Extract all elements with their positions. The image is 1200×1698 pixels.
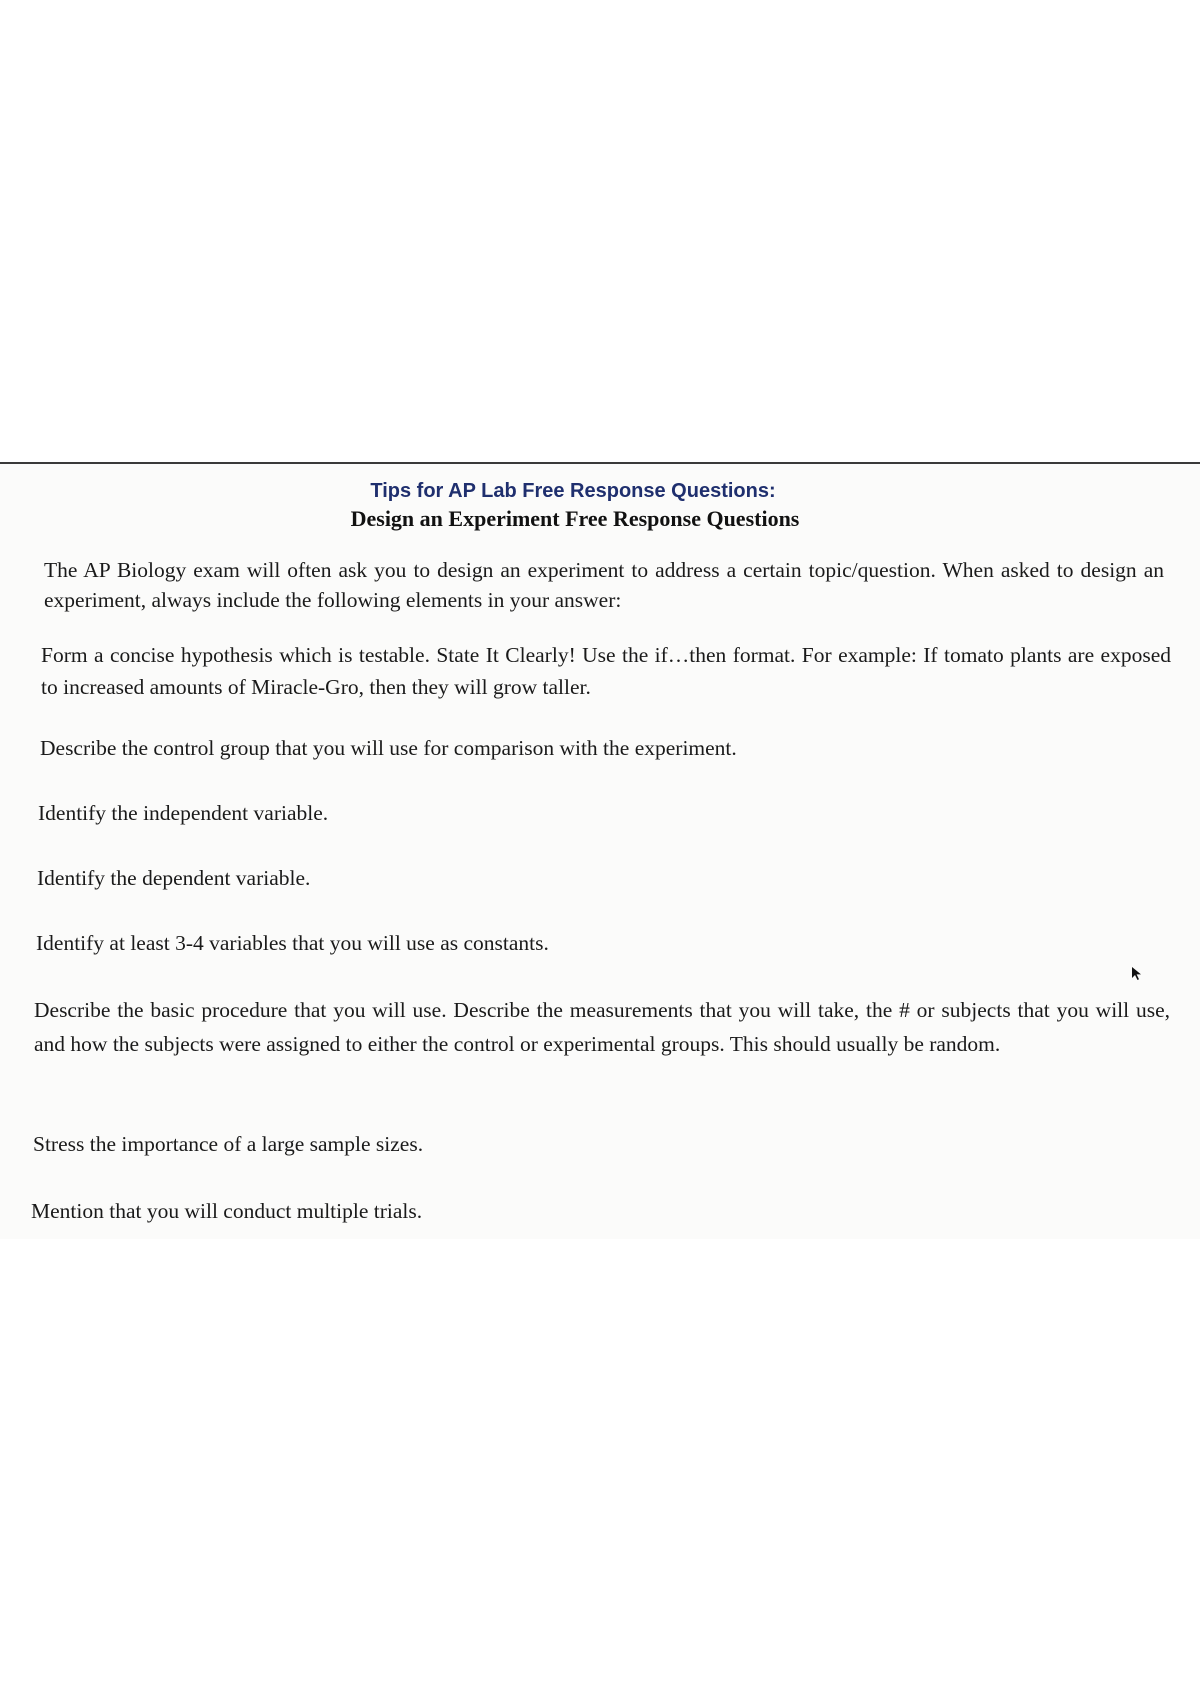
constants-paragraph: Identify at least 3-4 variables that you will use as constants. <box>36 931 549 955</box>
independent-variable-paragraph: Identify the independent variable. <box>38 801 329 825</box>
heading-design-title: Design an Experiment Free Response Questions <box>350 506 800 531</box>
mouse-cursor-icon <box>1130 966 1144 982</box>
dependent-variable-paragraph: Identify the dependent variable. <box>37 866 311 890</box>
heading-tips-title: Tips for AP Lab Free Response Questions: <box>370 480 776 502</box>
hypothesis-paragraph: Form a concise hypothesis which is testable. State It Clearly! Use the if…then format. For example: If tomato plants are exposed to increased amounts of Miracle-Gro, then they will grow taller. <box>41 643 1171 699</box>
document-heading <box>0 478 1200 534</box>
procedure-paragraph: Describe the basic procedure that you will use. Describe the measurements that you will take, the # or subjects that you will use, and how the subjects were assigned to either the control or experimental groups. This should usually be random. <box>34 998 1170 1056</box>
trials-paragraph: Mention that you will conduct multiple trials. <box>31 1199 423 1223</box>
sample-size-paragraph: Stress the importance of a large sample sizes. <box>33 1132 424 1156</box>
intro-paragraph: The AP Biology exam will often ask you to design an experiment to address a certain topic/question. When asked to design an experiment, always include the following elements in your answer: <box>44 558 1164 612</box>
control-group-paragraph: Describe the control group that you will use for comparison with the experiment. <box>40 736 737 760</box>
